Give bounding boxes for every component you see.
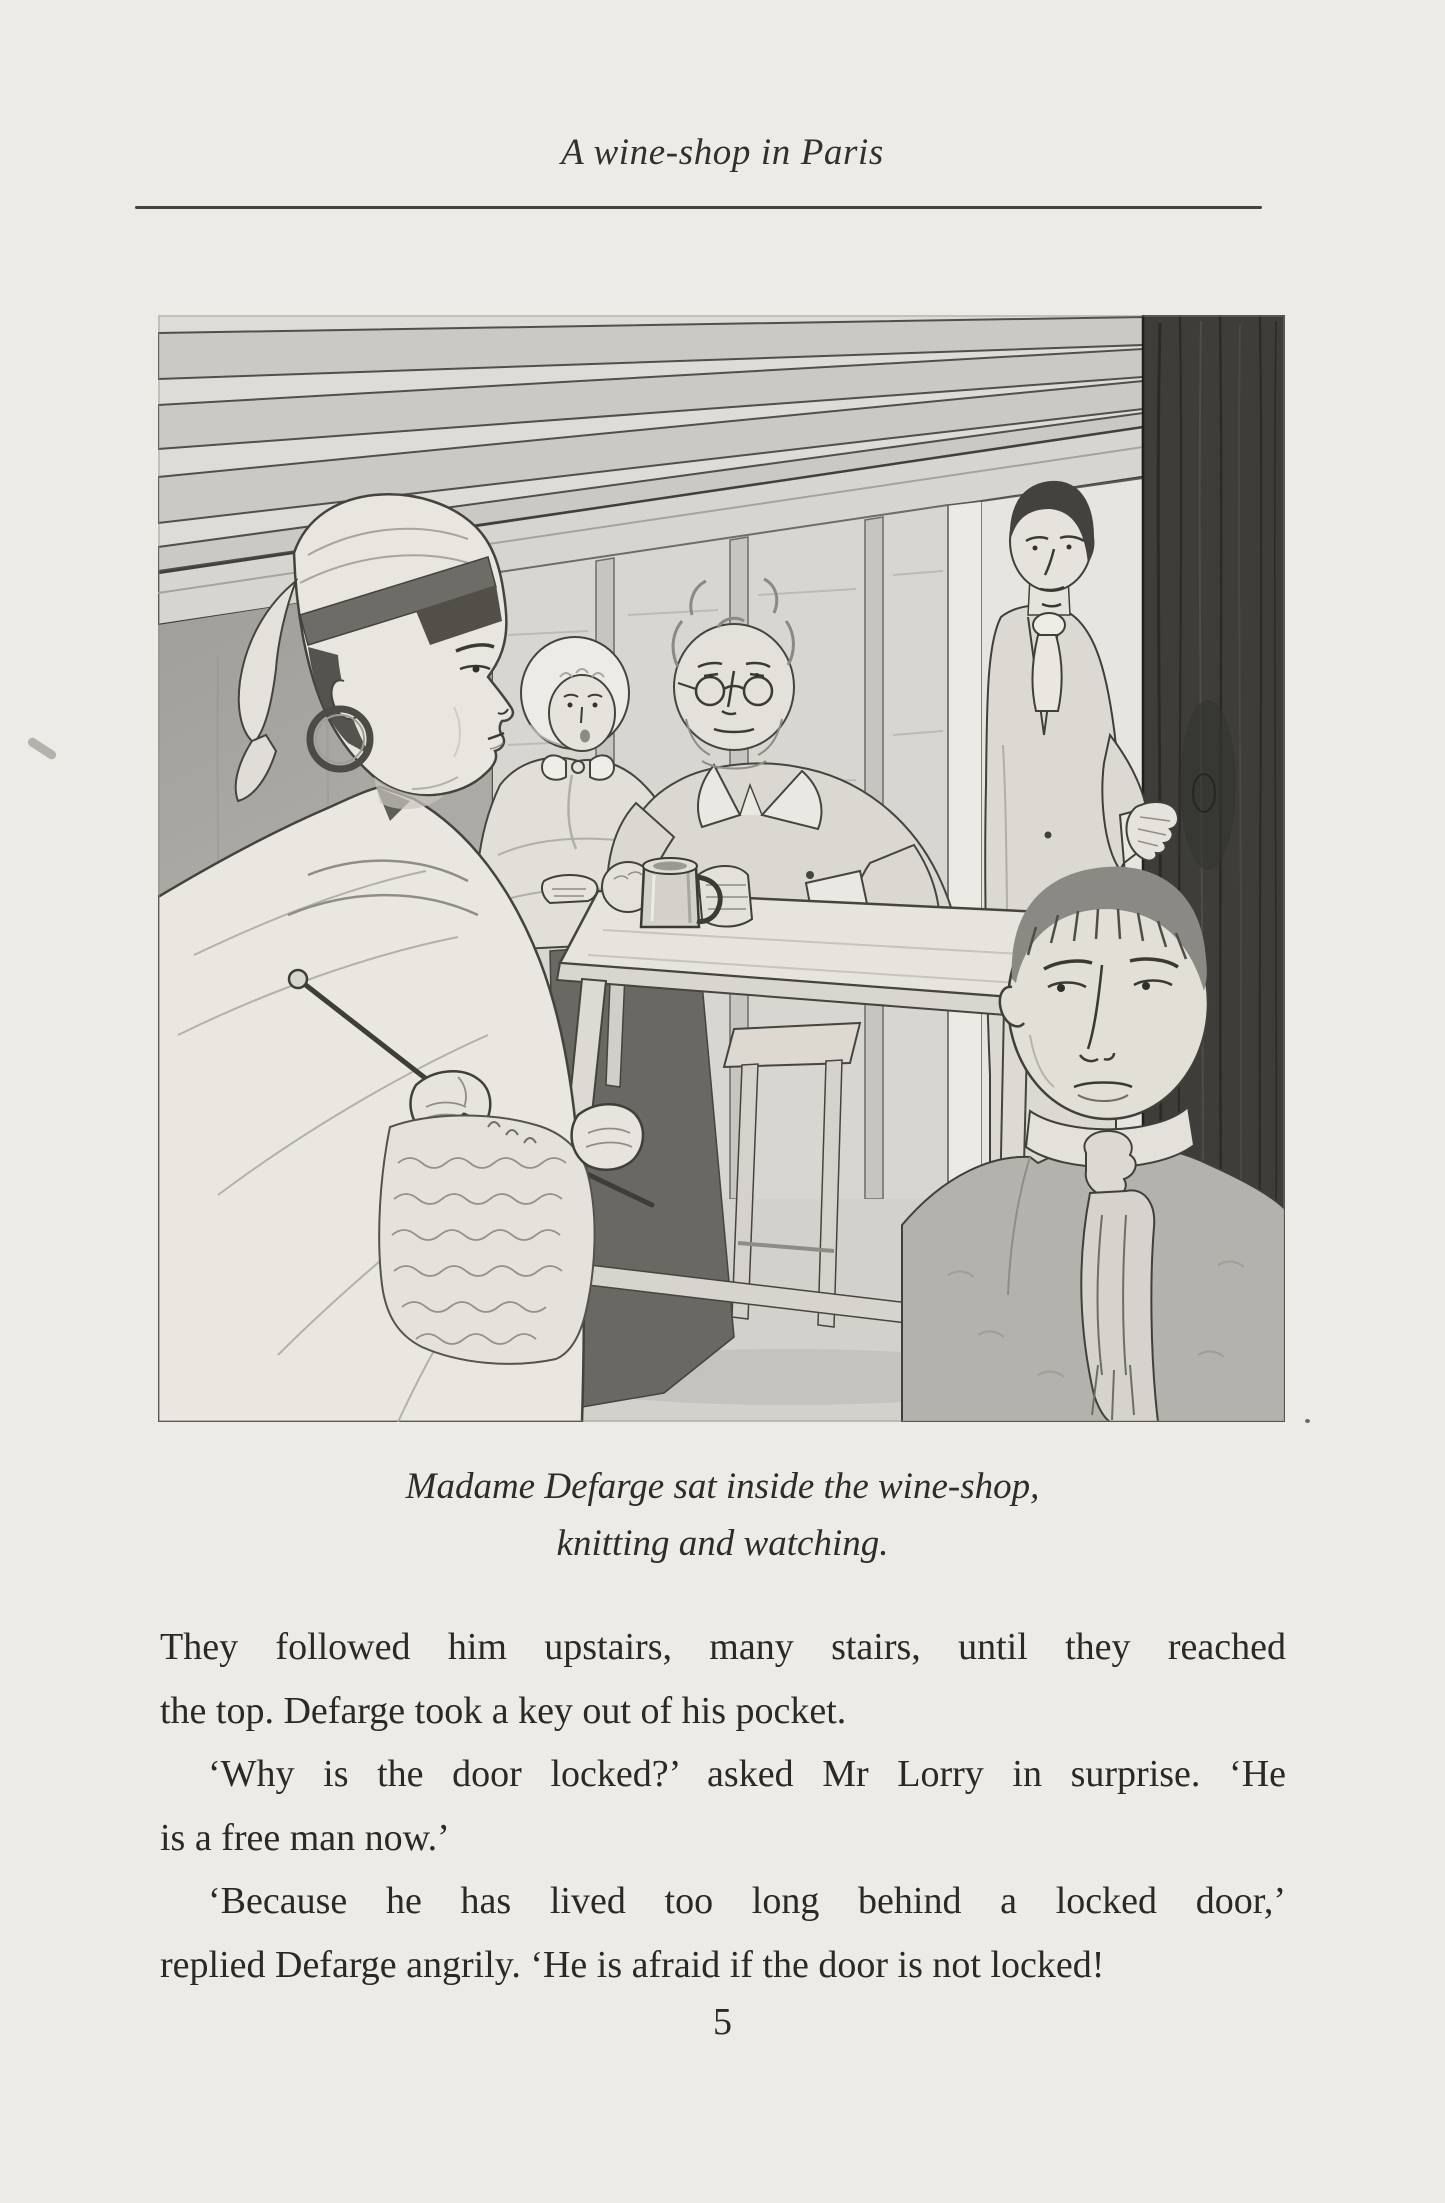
illustration-caption <box>0 1458 1445 1572</box>
body-text <box>160 1616 1286 1997</box>
page-number: 5 <box>713 2001 732 2043</box>
text-line: replied Defarge angrily. ‘He is afraid if the door is not locked! <box>160 1943 1105 1986</box>
caption-line: knitting and watching. <box>556 1523 889 1564</box>
text-line: ‘Why is the door locked?’ asked Mr Lorry in surprise. ‘He <box>208 1753 1286 1795</box>
print-speck <box>1305 1419 1310 1423</box>
wine-shop-drawing <box>158 315 1285 1422</box>
chapter-title: A wine-shop in Paris <box>561 132 884 173</box>
knitted-fabric <box>379 1115 594 1363</box>
text-line: the top. Defarge took a key out of his pocket. <box>160 1689 847 1732</box>
paragraph <box>160 1616 1286 1743</box>
text-line: is a free man now.’ <box>160 1816 450 1859</box>
page-edge-smudge <box>26 736 58 761</box>
header-rule <box>135 206 1262 209</box>
text-line: They followed him upstairs, many stairs, until they reached <box>160 1626 1286 1668</box>
running-header <box>0 131 1445 174</box>
paragraph <box>160 1870 1286 1997</box>
paragraph <box>160 1743 1286 1870</box>
illustration <box>158 315 1285 1422</box>
text-line: ‘Because he has lived too long behind a locked door,’ <box>208 1880 1286 1922</box>
caption-line: Madame Defarge sat inside the wine-shop, <box>405 1466 1040 1507</box>
